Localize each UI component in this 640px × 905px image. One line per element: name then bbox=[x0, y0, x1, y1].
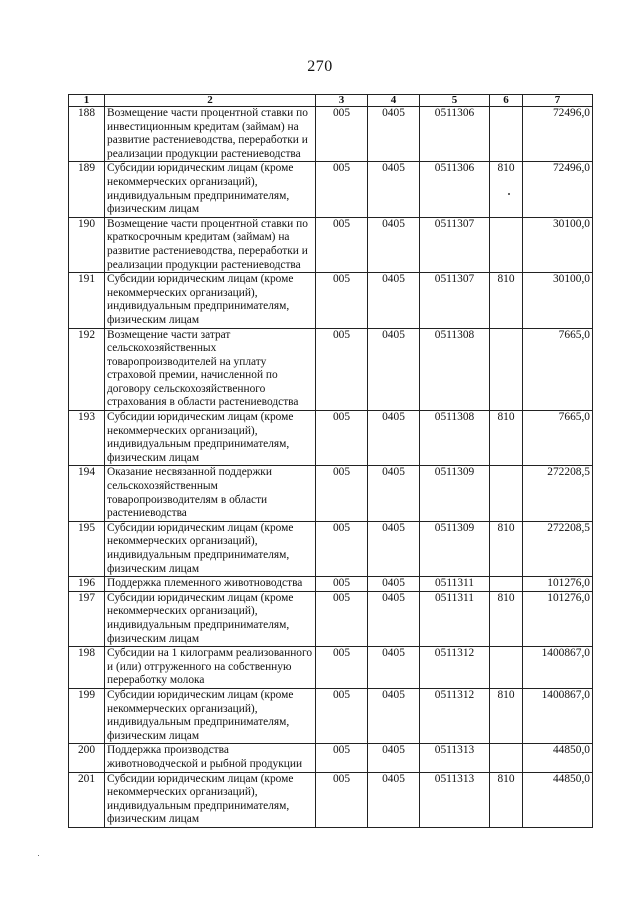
scan-speck bbox=[38, 855, 39, 856]
row-amount: 30100,0 bbox=[523, 273, 593, 328]
row-amount: 30100,0 bbox=[523, 217, 593, 272]
row-number: 199 bbox=[69, 688, 105, 743]
header-row bbox=[69, 95, 593, 107]
table-row bbox=[69, 577, 593, 592]
row-amount: 44850,0 bbox=[523, 744, 593, 772]
column-header: 3 bbox=[316, 95, 368, 107]
cell-col-3: 005 bbox=[316, 411, 368, 466]
row-description: Возмещение части процентной ставки по краткосрочным кредитам (займам) на развитие растениеводства, переработки и реализации продукции растениеводства bbox=[105, 217, 316, 272]
row-number: 201 bbox=[69, 772, 105, 827]
row-description: Поддержка племенного животноводства bbox=[105, 577, 316, 592]
row-description: Субсидии юридическим лицам (кроме некоммерческих организаций), индивидуальным предпринимателям, физическим лицам bbox=[105, 591, 316, 646]
row-amount: 7665,0 bbox=[523, 328, 593, 411]
cell-col-6 bbox=[490, 107, 523, 162]
cell-col-4: 0405 bbox=[368, 577, 420, 592]
cell-col-6: 810 bbox=[490, 591, 523, 646]
cell-col-4: 0405 bbox=[368, 411, 420, 466]
page-number: 270 bbox=[307, 58, 333, 75]
cell-col-4: 0405 bbox=[368, 217, 420, 272]
row-amount: 272208,5 bbox=[523, 521, 593, 576]
cell-col-6 bbox=[490, 647, 523, 689]
cell-col-4: 0405 bbox=[368, 688, 420, 743]
row-number: 190 bbox=[69, 217, 105, 272]
cell-col-5: 0511308 bbox=[420, 328, 490, 411]
cell-col-5: 0511306 bbox=[420, 107, 490, 162]
cell-col-6: 810 bbox=[490, 521, 523, 576]
cell-col-6 bbox=[490, 744, 523, 772]
table-row bbox=[69, 217, 593, 272]
row-number: 194 bbox=[69, 466, 105, 521]
cell-col-4: 0405 bbox=[368, 162, 420, 217]
table-row bbox=[69, 107, 593, 162]
cell-col-5: 0511307 bbox=[420, 273, 490, 328]
cell-col-3: 005 bbox=[316, 577, 368, 592]
row-number: 192 bbox=[69, 328, 105, 411]
cell-col-6 bbox=[490, 577, 523, 592]
column-header: 2 bbox=[105, 95, 316, 107]
cell-col-5: 0511311 bbox=[420, 591, 490, 646]
cell-col-3: 005 bbox=[316, 107, 368, 162]
table-row bbox=[69, 744, 593, 772]
row-amount: 101276,0 bbox=[523, 591, 593, 646]
table-row bbox=[69, 466, 593, 521]
cell-col-3: 005 bbox=[316, 772, 368, 827]
cell-col-3: 005 bbox=[316, 647, 368, 689]
row-number: 197 bbox=[69, 591, 105, 646]
row-number: 196 bbox=[69, 577, 105, 592]
cell-col-3: 005 bbox=[316, 162, 368, 217]
cell-col-5: 0511309 bbox=[420, 466, 490, 521]
cell-col-3: 005 bbox=[316, 466, 368, 521]
budget-table bbox=[68, 94, 593, 828]
row-description: Субсидии юридическим лицам (кроме некоммерческих организаций), индивидуальным предпринимателям, физическим лицам bbox=[105, 521, 316, 576]
row-number: 200 bbox=[69, 744, 105, 772]
cell-col-5: 0511306 bbox=[420, 162, 490, 217]
cell-col-5: 0511313 bbox=[420, 772, 490, 827]
cell-col-5: 0511312 bbox=[420, 647, 490, 689]
cell-col-3: 005 bbox=[316, 688, 368, 743]
row-description: Субсидии на 1 килограмм реализованного и (или) отгруженного на собственную переработку молока bbox=[105, 647, 316, 689]
cell-col-6: 810 bbox=[490, 772, 523, 827]
table-row bbox=[69, 328, 593, 411]
row-description: Субсидии юридическим лицам (кроме некоммерческих организаций), индивидуальным предпринимателям, физическим лицам bbox=[105, 688, 316, 743]
cell-col-4: 0405 bbox=[368, 744, 420, 772]
row-number: 198 bbox=[69, 647, 105, 689]
row-description: Субсидии юридическим лицам (кроме некоммерческих организаций), индивидуальным предпринимателям, физическим лицам bbox=[105, 411, 316, 466]
row-description: Субсидии юридическим лицам (кроме некоммерческих организаций), индивидуальным предпринимателям, физическим лицам bbox=[105, 273, 316, 328]
table-row bbox=[69, 162, 593, 217]
cell-col-6: 810 bbox=[490, 162, 523, 217]
table-row bbox=[69, 521, 593, 576]
table-row bbox=[69, 411, 593, 466]
cell-col-4: 0405 bbox=[368, 591, 420, 646]
column-header: 1 bbox=[69, 95, 105, 107]
row-number: 191 bbox=[69, 273, 105, 328]
row-amount: 1400867,0 bbox=[523, 647, 593, 689]
cell-col-5: 0511308 bbox=[420, 411, 490, 466]
cell-col-3: 005 bbox=[316, 744, 368, 772]
row-description: Субсидии юридическим лицам (кроме некоммерческих организаций), индивидуальным предпринимателям, физическим лицам bbox=[105, 772, 316, 827]
column-header: 4 bbox=[368, 95, 420, 107]
row-amount: 272208,5 bbox=[523, 466, 593, 521]
cell-col-3: 005 bbox=[316, 217, 368, 272]
row-amount: 72496,0 bbox=[523, 162, 593, 217]
row-number: 195 bbox=[69, 521, 105, 576]
cell-col-4: 0405 bbox=[368, 772, 420, 827]
row-amount: 44850,0 bbox=[523, 772, 593, 827]
row-number: 193 bbox=[69, 411, 105, 466]
scan-speck bbox=[508, 193, 510, 195]
cell-col-3: 005 bbox=[316, 328, 368, 411]
row-amount: 101276,0 bbox=[523, 577, 593, 592]
table-row bbox=[69, 591, 593, 646]
row-number: 189 bbox=[69, 162, 105, 217]
row-description: Поддержка производства животноводческой и рыбной продукции bbox=[105, 744, 316, 772]
row-amount: 72496,0 bbox=[523, 107, 593, 162]
row-amount: 7665,0 bbox=[523, 411, 593, 466]
cell-col-6 bbox=[490, 217, 523, 272]
table-row bbox=[69, 772, 593, 827]
cell-col-6: 810 bbox=[490, 411, 523, 466]
cell-col-6 bbox=[490, 328, 523, 411]
cell-col-6: 810 bbox=[490, 273, 523, 328]
table-row bbox=[69, 273, 593, 328]
cell-col-6: 810 bbox=[490, 688, 523, 743]
cell-col-3: 005 bbox=[316, 521, 368, 576]
row-number: 188 bbox=[69, 107, 105, 162]
column-header: 7 bbox=[523, 95, 593, 107]
table-row bbox=[69, 647, 593, 689]
cell-col-4: 0405 bbox=[368, 466, 420, 521]
row-amount: 1400867,0 bbox=[523, 688, 593, 743]
row-description: Возмещение части затрат сельскохозяйственных товаропроизводителей на уплату страховой премии, начисленной по договору сельскохозяйственного страхования в области растениеводства bbox=[105, 328, 316, 411]
row-description: Возмещение части процентной ставки по инвестиционным кредитам (займам) на развитие растениеводства, переработки и реализации продукции растениеводства bbox=[105, 107, 316, 162]
cell-col-4: 0405 bbox=[368, 328, 420, 411]
row-description: Оказание несвязанной поддержки сельскохозяйственным товаропроизводителям в области растениеводства bbox=[105, 466, 316, 521]
cell-col-5: 0511307 bbox=[420, 217, 490, 272]
cell-col-6 bbox=[490, 466, 523, 521]
cell-col-4: 0405 bbox=[368, 647, 420, 689]
column-header: 5 bbox=[420, 95, 490, 107]
cell-col-5: 0511309 bbox=[420, 521, 490, 576]
cell-col-5: 0511313 bbox=[420, 744, 490, 772]
cell-col-5: 0511312 bbox=[420, 688, 490, 743]
column-header: 6 bbox=[490, 95, 523, 107]
cell-col-4: 0405 bbox=[368, 273, 420, 328]
cell-col-3: 005 bbox=[316, 273, 368, 328]
cell-col-5: 0511311 bbox=[420, 577, 490, 592]
cell-col-4: 0405 bbox=[368, 107, 420, 162]
cell-col-3: 005 bbox=[316, 591, 368, 646]
cell-col-4: 0405 bbox=[368, 521, 420, 576]
row-description: Субсидии юридическим лицам (кроме некоммерческих организаций), индивидуальным предпринимателям, физическим лицам bbox=[105, 162, 316, 217]
table-row bbox=[69, 688, 593, 743]
